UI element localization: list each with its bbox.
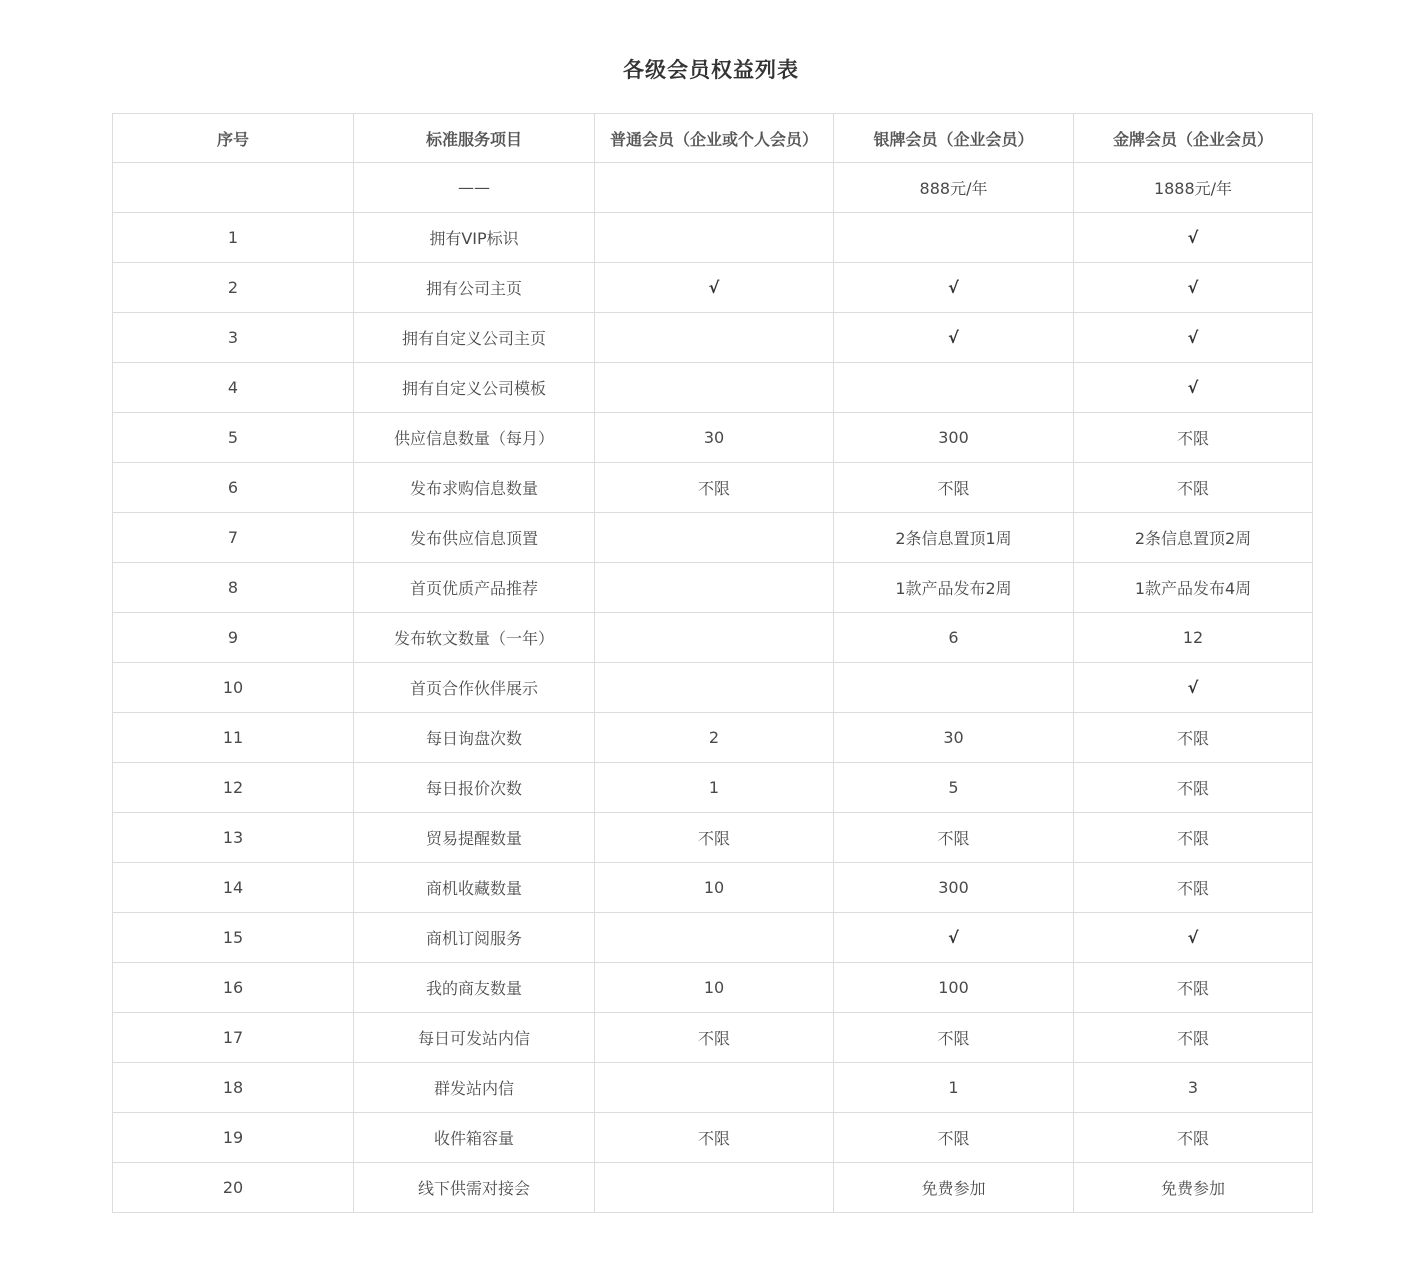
header-silver-member: 银牌会员（企业会员） (834, 114, 1074, 163)
regular-member-cell: 不限 (595, 1113, 834, 1163)
gold-member-cell: 不限 (1074, 813, 1313, 863)
price-row (113, 163, 1313, 213)
row-index-cell: 17 (113, 1013, 354, 1063)
table-row (113, 913, 1313, 963)
table-row (113, 263, 1313, 313)
silver-member-cell: 不限 (834, 1013, 1074, 1063)
silver-member-cell: √ (834, 913, 1074, 963)
row-index-cell: 4 (113, 363, 354, 413)
page-title: 各级会员权益列表 (623, 58, 799, 82)
service-item-cell: 线下供需对接会 (354, 1163, 595, 1213)
gold-member-cell: √ (1074, 263, 1313, 313)
row-index-cell: 18 (113, 1063, 354, 1113)
gold-member-cell: 不限 (1074, 1013, 1313, 1063)
silver-member-cell (834, 363, 1074, 413)
silver-member-cell: 1款产品发布2周 (834, 563, 1074, 613)
regular-member-cell: 2 (595, 713, 834, 763)
regular-member-cell: 不限 (595, 463, 834, 513)
gold-member-cell: √ (1074, 313, 1313, 363)
table-row (113, 563, 1313, 613)
table-body (113, 163, 1313, 1213)
table-row (113, 363, 1313, 413)
service-item-cell: 拥有自定义公司模板 (354, 363, 595, 413)
table-row (113, 463, 1313, 513)
price-cell-index (113, 163, 354, 213)
table-row (113, 613, 1313, 663)
regular-member-cell (595, 363, 834, 413)
row-index-cell: 7 (113, 513, 354, 563)
table-row (113, 1163, 1313, 1213)
silver-member-cell: 不限 (834, 463, 1074, 513)
service-item-cell: 贸易提醒数量 (354, 813, 595, 863)
regular-member-cell (595, 913, 834, 963)
service-item-cell: 发布软文数量（一年） (354, 613, 595, 663)
regular-member-cell: 10 (595, 863, 834, 913)
row-index-cell: 13 (113, 813, 354, 863)
header-regular-member: 普通会员（企业或个人会员） (595, 114, 834, 163)
header-index: 序号 (113, 114, 354, 163)
row-index-cell: 2 (113, 263, 354, 313)
gold-member-cell: 12 (1074, 613, 1313, 663)
row-index-cell: 15 (113, 913, 354, 963)
service-item-cell: 商机订阅服务 (354, 913, 595, 963)
service-item-cell: 群发站内信 (354, 1063, 595, 1113)
row-index-cell: 9 (113, 613, 354, 663)
gold-member-cell: 不限 (1074, 763, 1313, 813)
price-cell-gold: 1888元/年 (1074, 163, 1313, 213)
regular-member-cell (595, 313, 834, 363)
row-index-cell: 3 (113, 313, 354, 363)
row-index-cell: 8 (113, 563, 354, 613)
silver-member-cell: 30 (834, 713, 1074, 763)
table-row (113, 863, 1313, 913)
service-item-cell: 我的商友数量 (354, 963, 595, 1013)
row-index-cell: 5 (113, 413, 354, 463)
table-row (113, 213, 1313, 263)
row-index-cell: 6 (113, 463, 354, 513)
regular-member-cell: 不限 (595, 1013, 834, 1063)
price-cell-service: —— (354, 163, 595, 213)
regular-member-cell: 30 (595, 413, 834, 463)
gold-member-cell: 不限 (1074, 863, 1313, 913)
silver-member-cell: 2条信息置顶1周 (834, 513, 1074, 563)
service-item-cell: 拥有VIP标识 (354, 213, 595, 263)
header-gold-member: 金牌会员（企业会员） (1074, 114, 1313, 163)
silver-member-cell: 5 (834, 763, 1074, 813)
table-row (113, 963, 1313, 1013)
service-item-cell: 供应信息数量（每月） (354, 413, 595, 463)
gold-member-cell: √ (1074, 363, 1313, 413)
silver-member-cell: 不限 (834, 1113, 1074, 1163)
gold-member-cell: √ (1074, 213, 1313, 263)
silver-member-cell (834, 213, 1074, 263)
silver-member-cell: 100 (834, 963, 1074, 1013)
regular-member-cell: 不限 (595, 813, 834, 863)
price-cell-silver: 888元/年 (834, 163, 1074, 213)
table-row (113, 1063, 1313, 1113)
gold-member-cell: 不限 (1074, 463, 1313, 513)
regular-member-cell (595, 563, 834, 613)
silver-member-cell: 不限 (834, 813, 1074, 863)
table-row (113, 763, 1313, 813)
service-item-cell: 商机收藏数量 (354, 863, 595, 913)
gold-member-cell: 2条信息置顶2周 (1074, 513, 1313, 563)
gold-member-cell: √ (1074, 913, 1313, 963)
row-index-cell: 1 (113, 213, 354, 263)
row-index-cell: 16 (113, 963, 354, 1013)
row-index-cell: 12 (113, 763, 354, 813)
row-index-cell: 11 (113, 713, 354, 763)
table-header-row (113, 114, 1313, 163)
gold-member-cell: 不限 (1074, 1113, 1313, 1163)
service-item-cell: 发布求购信息数量 (354, 463, 595, 513)
service-item-cell: 每日询盘次数 (354, 713, 595, 763)
regular-member-cell (595, 213, 834, 263)
row-index-cell: 20 (113, 1163, 354, 1213)
gold-member-cell: 3 (1074, 1063, 1313, 1113)
row-index-cell: 14 (113, 863, 354, 913)
service-item-cell: 首页优质产品推荐 (354, 563, 595, 613)
regular-member-cell: 1 (595, 763, 834, 813)
table-row (113, 1113, 1313, 1163)
gold-member-cell: 1款产品发布4周 (1074, 563, 1313, 613)
service-item-cell: 发布供应信息顶置 (354, 513, 595, 563)
regular-member-cell: √ (595, 263, 834, 313)
regular-member-cell (595, 1163, 834, 1213)
gold-member-cell: 免费参加 (1074, 1163, 1313, 1213)
table-row (113, 663, 1313, 713)
gold-member-cell: 不限 (1074, 963, 1313, 1013)
silver-member-cell: √ (834, 313, 1074, 363)
table-row (113, 513, 1313, 563)
gold-member-cell: 不限 (1074, 713, 1313, 763)
membership-benefits-table (112, 113, 1313, 1213)
service-item-cell: 每日报价次数 (354, 763, 595, 813)
header-service-item: 标准服务项目 (354, 114, 595, 163)
service-item-cell: 收件箱容量 (354, 1113, 595, 1163)
regular-member-cell (595, 613, 834, 663)
silver-member-cell: 300 (834, 863, 1074, 913)
regular-member-cell (595, 1063, 834, 1113)
service-item-cell: 首页合作伙伴展示 (354, 663, 595, 713)
row-index-cell: 19 (113, 1113, 354, 1163)
silver-member-cell: 1 (834, 1063, 1074, 1113)
silver-member-cell: 300 (834, 413, 1074, 463)
regular-member-cell: 10 (595, 963, 834, 1013)
table-row (113, 1013, 1313, 1063)
service-item-cell: 拥有公司主页 (354, 263, 595, 313)
service-item-cell: 拥有自定义公司主页 (354, 313, 595, 363)
price-cell-regular (595, 163, 834, 213)
gold-member-cell: √ (1074, 663, 1313, 713)
gold-member-cell: 不限 (1074, 413, 1313, 463)
regular-member-cell (595, 663, 834, 713)
silver-member-cell (834, 663, 1074, 713)
row-index-cell: 10 (113, 663, 354, 713)
table-row (113, 713, 1313, 763)
silver-member-cell: √ (834, 263, 1074, 313)
regular-member-cell (595, 513, 834, 563)
table-row (113, 413, 1313, 463)
silver-member-cell: 6 (834, 613, 1074, 663)
silver-member-cell: 免费参加 (834, 1163, 1074, 1213)
table-row (113, 813, 1313, 863)
service-item-cell: 每日可发站内信 (354, 1013, 595, 1063)
table-row (113, 313, 1313, 363)
